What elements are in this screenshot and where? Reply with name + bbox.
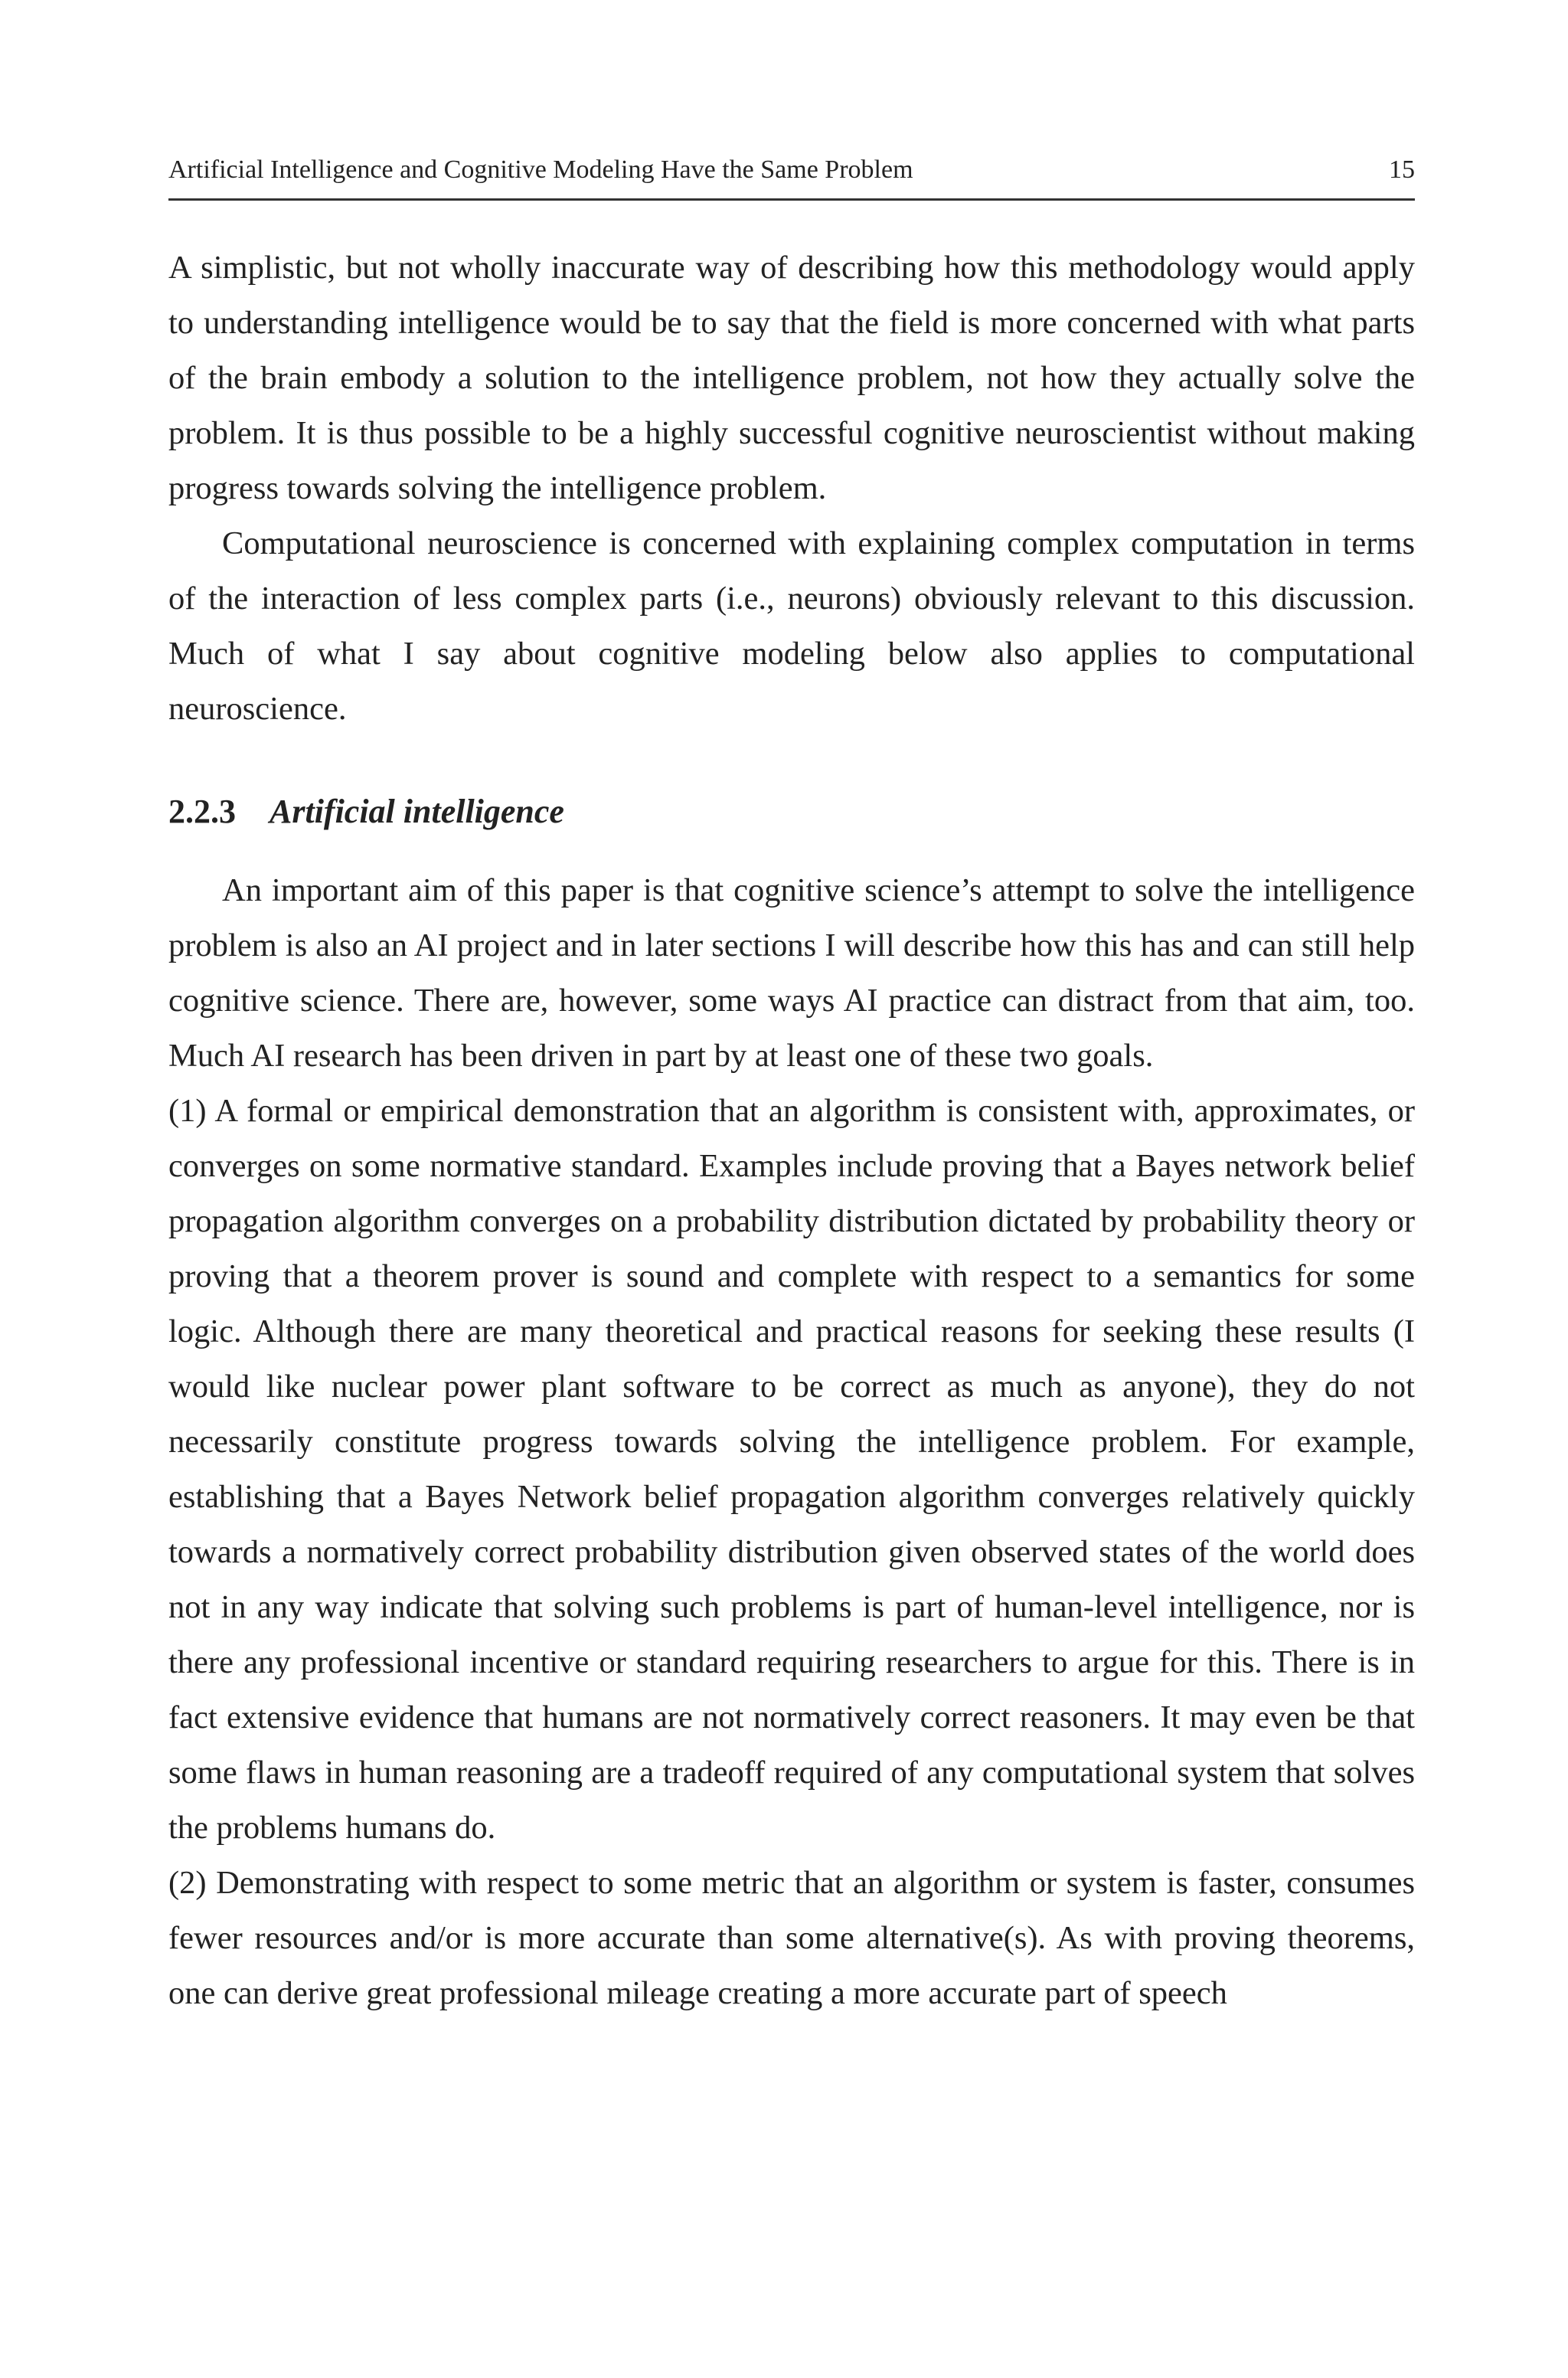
paragraph-goal-1: (1) A formal or empirical demonstration that an algorithm is consistent with, approximates, or converges on some normative standard. Examples include proving that a Bayes network belief propagation algorithm converges on a probability distribution dictated by probability theory or proving that a theorem prover is sound and complete with respect to a semantics for some logic. Although there are many theoretical and practical reasons for seeking these results (I would like nuclear power plant software to be correct as much as anyone), they do not necessarily constitute progress towards solving the intelligence problem. For example, establishing that a Bayes Network belief propagation algorithm converges relatively quickly towards a normatively correct probability distribution given observed states of the world does not in any way indicate that solving such problems is part of human-level intelligence, nor is there any professional incentive or standard requiring researchers to argue for this. There is in fact extensive evidence that humans are not normatively correct reasoners. It may even be that some flaws in human reasoning are a tradeoff required of any computational system that solves the problems humans do. [168,1093,1415,1846]
section-title: Artificial intelligence [270,793,564,830]
page-number: 15 [1389,155,1415,184]
paragraph-goal-2: (2) Demonstrating with respect to some metric that an algorithm or system is faster, consumes fewer resources and/or is more accurate than some alternative(s). As with proving theorems, one can derive great professional mileage creating a more accurate part of speech [168,1865,1415,2011]
paragraph-ai-aim: An important aim of this paper is that cognitive science’s attempt to solve the intelligence problem is also an AI project and in later sections I will describe how this has and can still help cognitive science. There are, however, some ways AI practice can distract from that aim, too. Much AI research has been driven in part by at least one of these two goals. [168,872,1415,1074]
running-header-title: Artificial Intelligence and Cognitive Modeling Have the Same Problem [168,155,913,184]
paragraph-computational-neuroscience: Computational neuroscience is concerned with explaining complex computation in terms of the interaction of less complex parts (i.e., neurons) obviously relevant to this discussion. Much of what I say about cognitive modeling below also applies to computational neuroscience. [168,525,1415,727]
body-text-top [168,240,1415,737]
section-number: 2.2.3 [168,793,236,830]
running-header [168,152,1415,201]
body-text-bottom [168,863,1415,2021]
section-heading [168,784,564,839]
paragraph-cognitive-neuroscience: A simplistic, but not wholly inaccurate way of describing how this methodology would apply to understanding intelligence would be to say that the field is more concerned with what parts of the brain embody a solution to the intelligence problem, not how they actually solve the problem. It is thus possible to be a highly successful cognitive neuroscientist without making progress towards solving the intelligence problem. [168,250,1415,506]
